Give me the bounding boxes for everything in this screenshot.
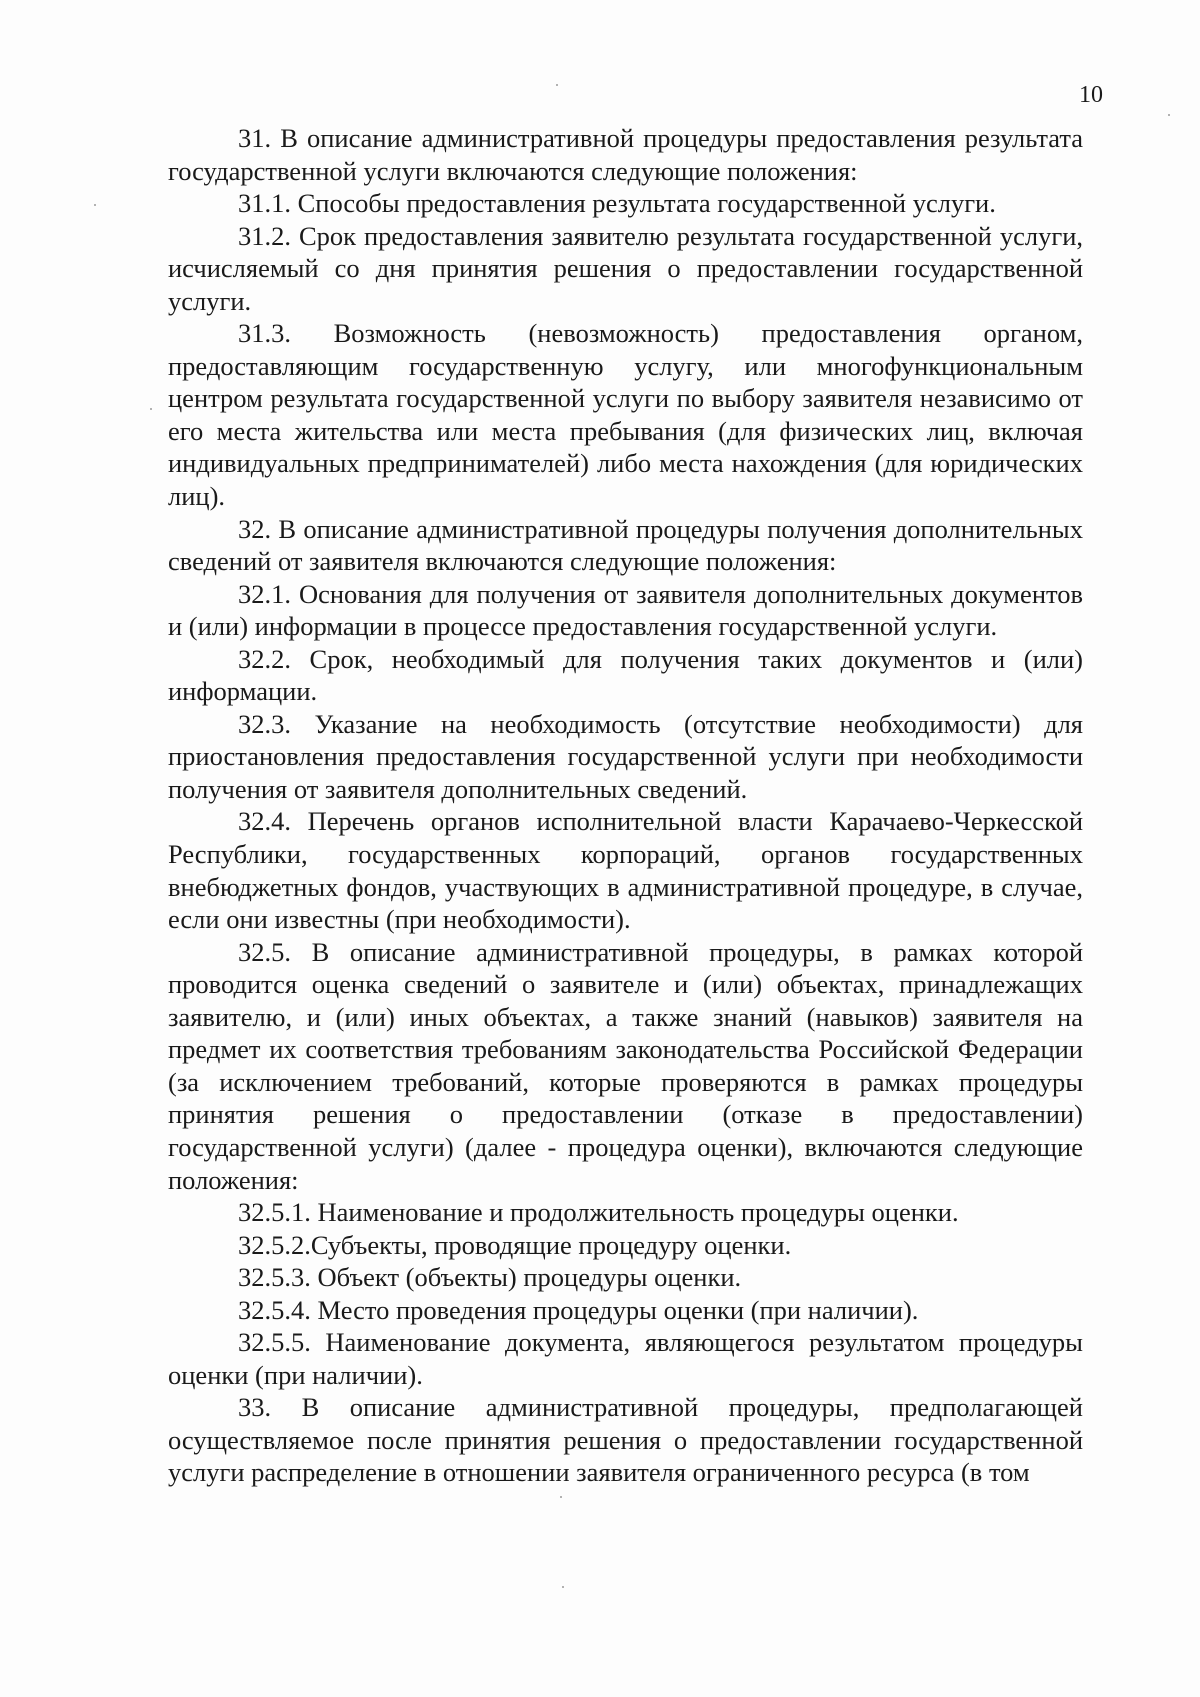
scan-speck <box>94 204 96 206</box>
paragraph-32: 32. В описание административной процедуры получения дополнительных сведений от заявителя включаются следующие положения: <box>168 513 1083 577</box>
scan-speck <box>562 1586 564 1588</box>
paragraph-32-2: 32.2. Срок, необходимый для получения таких документов и (или) информации. <box>168 643 1083 707</box>
paragraph-33: 33. В описание административной процедуры, предполагающей осуществляемое после принятия решения о предоставлении государственной услуги распределение в отношении заявителя ограниченного ресурса (в том <box>168 1392 1083 1488</box>
paragraph-31-3: 31.3. Возможность (невозможность) предоставления органом, предоставляющим государственную услугу, или многофункциональным центром результата государственной услуги по выбору заявителя независимо от его места жительства или места пребывания (для физических лиц, включая индивидуальных предпринимателей) либо места нахождения (для юридических лиц). <box>168 318 1083 512</box>
paragraph-32-3: 32.3. Указание на необходимость (отсутствие необходимости) для приостановления предоставления государственной услуги при необходимости получения от заявителя дополнительных сведений. <box>168 708 1083 804</box>
paragraph-31-2: 31.2. Срок предоставления заявителю результата государственной услуги, исчисляемый со дня принятия решения о предоставлении государственной услуги. <box>168 220 1083 316</box>
paragraph-32-1: 32.1. Основания для получения от заявителя дополнительных документов и (или) информации в процессе предоставления государственной услуги. <box>168 578 1083 642</box>
document-body <box>168 122 1083 1489</box>
scan-speck <box>150 408 152 410</box>
paragraph-32-5-5: 32.5.5. Наименование документа, являющегося результатом процедуры оценки (при наличии). <box>168 1327 1083 1390</box>
paragraph-31: 31. В описание административной процедуры предоставления результата государственной услуги включаются следующие положения: <box>168 123 1083 186</box>
paragraph-32-5: 32.5. В описание административной процедуры, в рамках которой проводится оценка сведений о заявителе и (или) объектах, принадлежащих заявителю, и (или) иных объектах, а также знаний (навыков) заявителя на предмет их соответствия требованиям законодательства Российской Федерации (за исключением требований, которые проверяются в рамках процедуры принятия решения о предоставлении (отказе в предоставлении) государственной услуги) (далее - процедура оценки), включаются следующие положения: <box>168 936 1083 1195</box>
paragraph-32-5-3: 32.5.3. Объект (объекты) процедуры оценки. <box>238 1262 742 1293</box>
page-number: 10 <box>1079 82 1103 108</box>
scan-speck <box>560 1496 562 1498</box>
scan-speck <box>556 84 558 86</box>
paragraph-31-1: 31.1. Способы предоставления результата государственной услуги. <box>238 188 996 219</box>
paragraph-32-5-2: 32.5.2.Субъекты, проводящие процедуру оценки. <box>238 1229 792 1260</box>
paragraph-32-4: 32.4. Перечень органов исполнительной власти Карачаево-Черкесской Республики, государственных корпораций, органов государственных внебюджетных фондов, участвующих в административной процедуре, в случае, если они известны (при необходимости). <box>168 806 1083 935</box>
paragraph-32-5-1: 32.5.1. Наименование и продолжительность процедуры оценки. <box>238 1197 959 1228</box>
paragraph-32-5-4: 32.5.4. Место проведения процедуры оценки (при наличии). <box>238 1294 919 1325</box>
scan-speck <box>1168 114 1170 116</box>
